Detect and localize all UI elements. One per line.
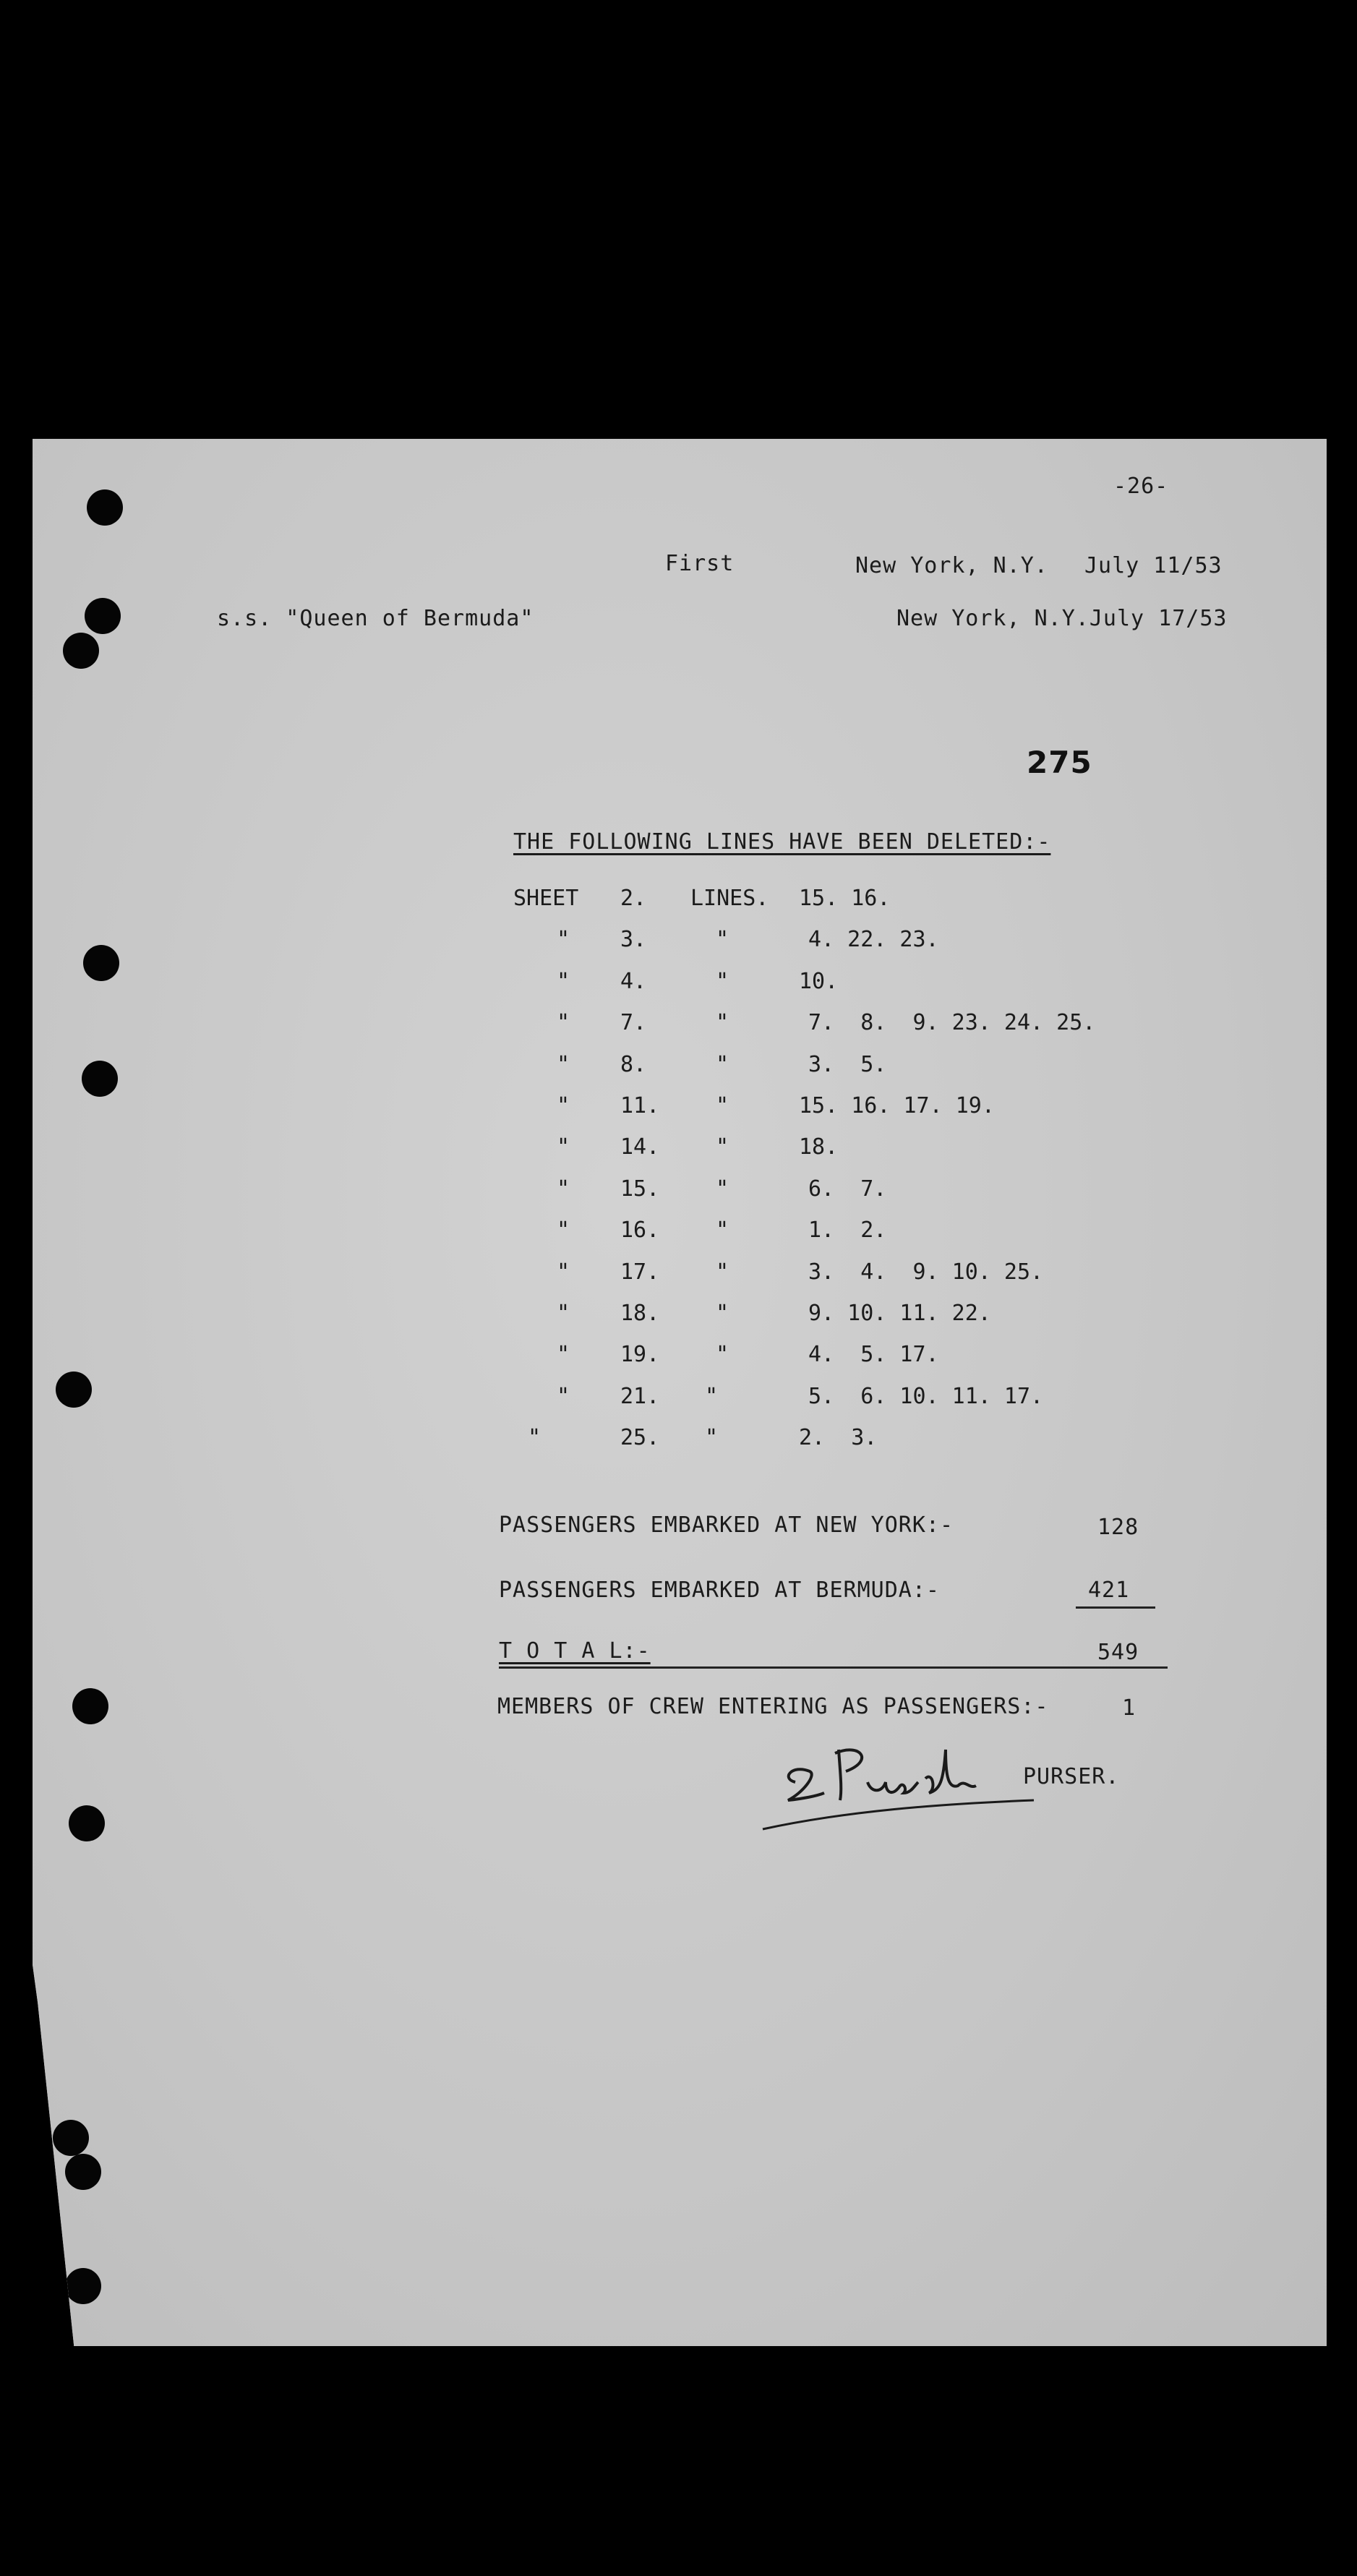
class-label: First [665, 551, 735, 576]
departure-date: July 11/53 [1084, 553, 1223, 578]
total-rule [499, 1666, 1168, 1669]
punch-hole [63, 633, 99, 669]
punch-hole [87, 489, 123, 526]
punch-hole [53, 2120, 89, 2156]
deletions-heading: THE FOLLOWING LINES HAVE BEEN DELETED:- [513, 829, 1051, 855]
ship-name: s.s. "Queen of Bermuda" [217, 606, 534, 631]
punch-hole [83, 945, 119, 981]
punch-hole [82, 1061, 118, 1097]
total-value: 549 [1097, 1640, 1139, 1665]
punch-hole [69, 1805, 105, 1841]
ny-passengers-label: PASSENGERS EMBARKED AT NEW YORK:- [499, 1512, 954, 1538]
departure-port: New York, N.Y. [855, 553, 1048, 578]
punch-hole [56, 1372, 92, 1408]
punch-hole [72, 1688, 108, 1724]
document-page [33, 439, 1327, 2346]
subtotal-rule [1076, 1606, 1155, 1609]
purser-title: PURSER. [1023, 1764, 1120, 1789]
ny-passengers-value: 128 [1097, 1515, 1139, 1540]
crew-passengers-label: MEMBERS OF CREW ENTERING AS PASSENGERS:- [497, 1694, 1049, 1719]
total-label: T O T A L:- [499, 1638, 651, 1664]
punch-hole [65, 2268, 101, 2304]
crew-passengers-value: 1 [1122, 1695, 1136, 1721]
punch-hole [85, 598, 121, 634]
bermuda-passengers-value: 421 [1088, 1578, 1130, 1603]
stamp-number: 275 [1027, 745, 1092, 780]
arrival-info: New York, N.Y.July 17/53 [896, 606, 1228, 631]
purser-signature [759, 1721, 1063, 1836]
bermuda-passengers-label: PASSENGERS EMBARKED AT BERMUDA:- [499, 1578, 940, 1603]
page-number: -26- [1113, 474, 1169, 499]
punch-hole [65, 2154, 101, 2190]
